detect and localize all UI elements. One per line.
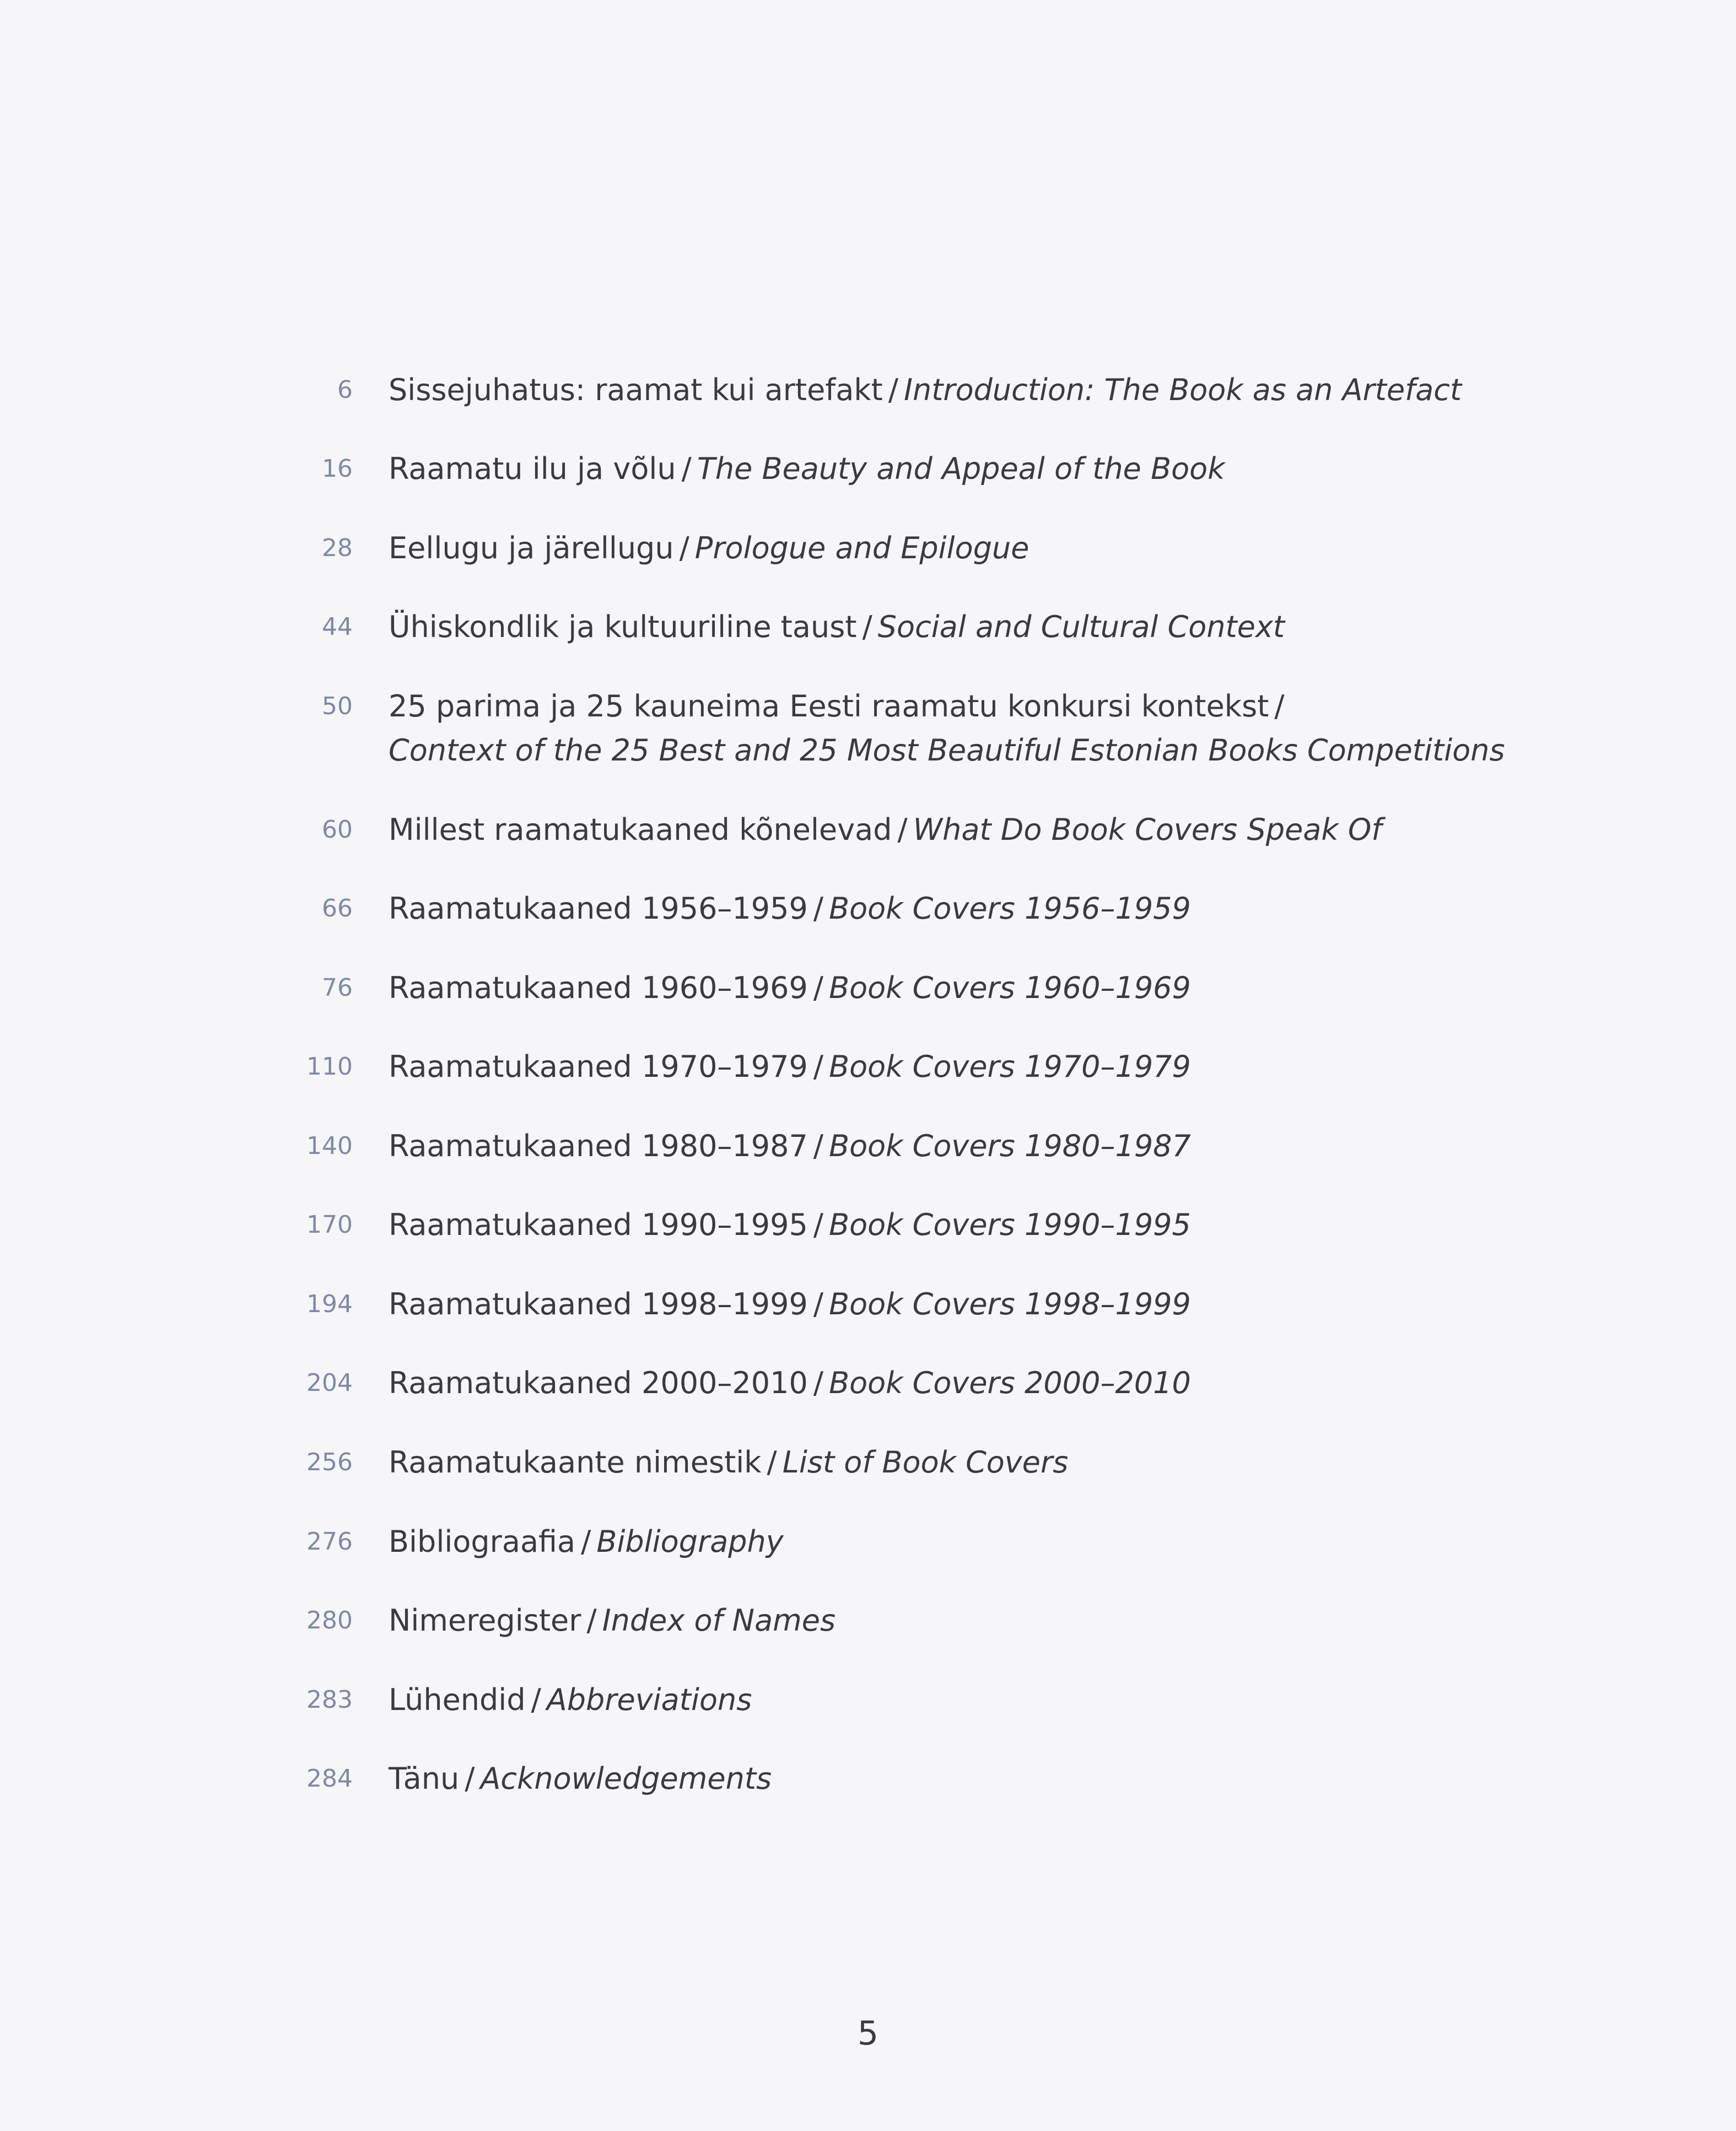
toc-title-english: Bibliography: [596, 1524, 784, 1559]
toc-title: [389, 1441, 1491, 1485]
toc-title: [389, 966, 1491, 1010]
toc-page-number: 284: [306, 1765, 353, 1793]
toc-title-english: Book Covers 1960–1969: [829, 970, 1191, 1005]
toc-title-estonian: Raamatukaante nimestik: [389, 1445, 762, 1480]
toc-separator: /: [679, 531, 689, 565]
toc-title-english: The Beauty and Appeal of the Book: [697, 451, 1225, 486]
toc-title: [389, 887, 1491, 931]
toc-page-number: 140: [306, 1132, 353, 1160]
toc-title-estonian: Raamatukaaned 1960–1969: [389, 970, 808, 1005]
toc-page-number: 110: [306, 1053, 353, 1081]
toc-title: [389, 1282, 1491, 1326]
toc-title-estonian: Nimeregister: [389, 1603, 581, 1638]
toc-title: [389, 526, 1491, 570]
toc-title-english: Book Covers 2000–2010: [829, 1366, 1191, 1400]
toc-title: [389, 1757, 1491, 1801]
toc-separator: /: [813, 1287, 824, 1321]
toc-title: [389, 1124, 1491, 1168]
toc-separator: /: [586, 1603, 597, 1638]
toc-separator: /: [531, 1682, 541, 1717]
toc-title-english: What Do Book Covers Speak Of: [913, 812, 1382, 847]
toc-title-english: Social and Cultural Context: [877, 609, 1285, 644]
toc-page-number: 16: [322, 455, 353, 483]
toc-title-estonian: Raamatukaaned 1970–1979: [389, 1049, 808, 1084]
toc-page-number: 6: [337, 376, 353, 404]
toc-page-number: 66: [322, 894, 353, 922]
toc-title-english: Book Covers 1990–1995: [829, 1207, 1191, 1242]
toc-separator: /: [813, 970, 824, 1005]
toc-title-english: List of Book Covers: [782, 1445, 1069, 1480]
toc-title-estonian: Tänu: [389, 1761, 460, 1796]
toc-title-estonian: Raamatukaaned 1998–1999: [389, 1287, 808, 1321]
toc-title: [389, 605, 1491, 649]
toc-title: [389, 368, 1491, 412]
toc-separator: /: [813, 1129, 824, 1163]
toc-separator: /: [813, 1366, 824, 1400]
page-number-folio: 5: [857, 2014, 879, 2053]
toc-title-estonian: 25 parima ja 25 kauneima Eesti raamatu konkursi kontekst: [389, 689, 1269, 724]
toc-title-estonian: Raamatukaaned 2000–2010: [389, 1366, 808, 1400]
toc-page-number: 44: [322, 613, 353, 641]
toc-separator: /: [1274, 689, 1285, 724]
toc-title: [389, 808, 1491, 852]
toc-title-english: Book Covers 1956–1959: [829, 891, 1191, 926]
toc-title: [389, 447, 1491, 491]
toc-title-english: Context of the 25 Best and 25 Most Beautiful Estonian Books Competitions: [389, 733, 1505, 768]
toc-title-english: Book Covers 1980–1987: [829, 1129, 1191, 1163]
toc-page-number: 76: [322, 974, 353, 1002]
toc-title: [389, 1678, 1491, 1722]
toc-separator: /: [581, 1524, 591, 1559]
toc-title-estonian: Sissejuhatus: raamat kui artefakt: [389, 373, 883, 407]
toc-page-number: 276: [306, 1528, 353, 1556]
toc-separator: /: [681, 451, 692, 486]
toc-title: [389, 1599, 1491, 1643]
toc-separator: /: [767, 1445, 777, 1480]
toc-page-number: 280: [306, 1606, 353, 1634]
toc-title: [389, 1520, 1491, 1564]
toc-title-estonian: Lühendid: [389, 1682, 526, 1717]
toc-page-number: 50: [322, 692, 353, 720]
toc-separator: /: [465, 1761, 475, 1796]
toc-title-estonian: Raamatukaaned 1980–1987: [389, 1129, 808, 1163]
toc-title-estonian: Raamatu ilu ja võlu: [389, 451, 676, 486]
toc-title-estonian: Ühiskondlik ja kultuuriline taust: [389, 609, 857, 644]
toc-title-english: Book Covers 1998–1999: [829, 1287, 1191, 1321]
toc-page-number: 283: [306, 1686, 353, 1714]
toc-title: [389, 1045, 1491, 1089]
toc-title-english: Acknowledgements: [480, 1761, 772, 1796]
toc-page-number: 256: [306, 1448, 353, 1476]
toc-title-english: Introduction: The Book as an Artefact: [904, 373, 1462, 407]
toc-separator: /: [897, 812, 908, 847]
toc-title-estonian: Raamatukaaned 1990–1995: [389, 1207, 808, 1242]
toc-page-number: 60: [322, 816, 353, 844]
toc-title-estonian: Bibliograafia: [389, 1524, 576, 1559]
toc-page-number: 28: [322, 534, 353, 562]
toc-title-estonian: Eellugu ja järellugu: [389, 531, 674, 565]
toc-title: [389, 1361, 1491, 1405]
toc-separator: /: [813, 1207, 824, 1242]
toc-title-estonian: Millest raamatukaaned kõnelevad: [389, 812, 892, 847]
toc-title-english: Prologue and Epilogue: [694, 531, 1029, 565]
toc-separator: /: [813, 891, 824, 926]
toc-title-english: Index of Names: [602, 1603, 836, 1638]
toc-separator: /: [862, 609, 872, 644]
toc-title-english: Book Covers 1970–1979: [829, 1049, 1191, 1084]
toc-title-english: Abbreviations: [546, 1682, 752, 1717]
toc-separator: /: [813, 1049, 824, 1084]
toc-title-estonian: Raamatukaaned 1956–1959: [389, 891, 808, 926]
toc-separator: /: [888, 373, 899, 407]
toc-page-number: 194: [306, 1290, 353, 1318]
toc-title: [389, 684, 1505, 773]
toc-page-number: 170: [306, 1211, 353, 1239]
toc-title: [389, 1203, 1491, 1247]
toc-page-number: 204: [306, 1369, 353, 1397]
